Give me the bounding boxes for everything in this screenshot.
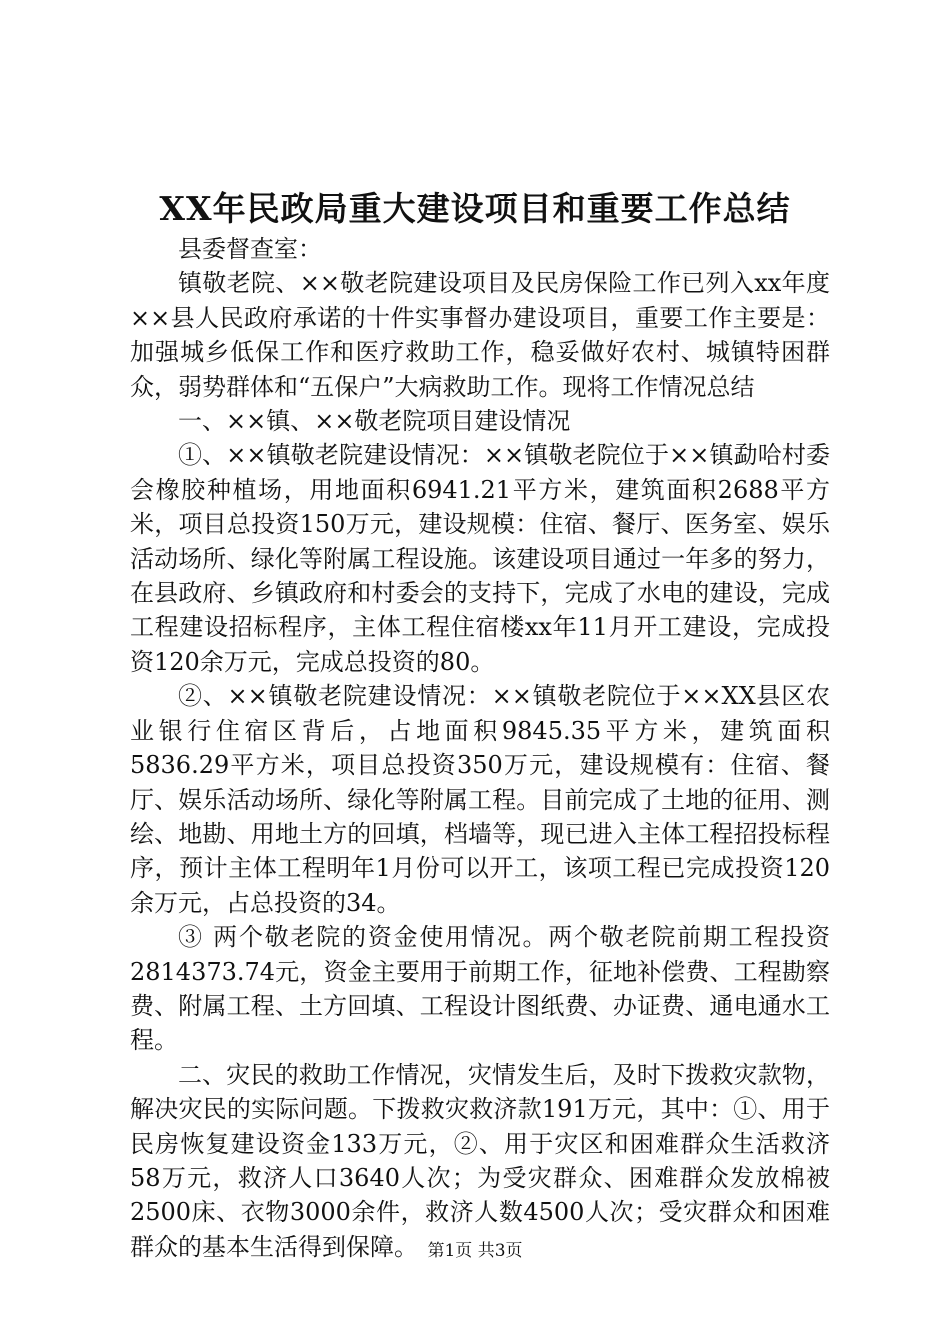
body-paragraph: ①、××镇敬老院建设情况：××镇敬老院位于××镇勐哈村委会橡胶种植场，用地面积6941.21平方米，建筑面积2688平方米，项目总投资150万元，建设规模：住宿、餐厅、医务室、娱乐活动场所、绿化等附属工程设施。该建设项目通过一年多的努力，在县政府、乡镇政府和村委会的支持下，完成了水电的建设，完成工程建设招标程序，主体工程住宿楼xx年11月开工建设，完成投资120余万元，完成总投资的80。 xyxy=(130,441,830,676)
body-paragraph: ②、××镇敬老院建设情况：××镇敬老院位于××XX县区农业银行住宿区背后，占地面积9845.35平方米，建筑面积5836.29平方米，项目总投资350万元，建设规模有：住宿、餐厅、娱乐活动场所、绿化等附属工程。目前完成了土地的征用、测绘、地勘、用地土方的回填，档墙等，现已进入主体工程招投标程序，预计主体工程明年1月份可以开工，该项工程已完成投资120余万元，占总投资的34。 xyxy=(130,682,830,917)
document-body xyxy=(130,232,830,1264)
intro-paragraph: 镇敬老院、××敬老院建设项目及民房保险工作已列入xx年度××县人民政府承诺的十件实事督办建设项目，重要工作主要是：加强城乡低保工作和医疗救助工作，稳妥做好农村、城镇特困群众，弱势群体和“五保户”大病救助工作。现将工作情况总结 xyxy=(130,269,830,401)
document-title: XX年民政局重大建设项目和重要工作总结 xyxy=(159,189,791,228)
section-paragraph-2: 二、灾民的救助工作情况，灾情发生后，及时下拨救灾款物，解决灾民的实际问题。下拨救灾救济款191万元，其中：①、用于民房恢复建设资金133万元，②、用于灾区和困难群众生活救济58万元，救济人口3640人次；为受灾群众、困难群众发放棉被2500床、衣物3000余件，救济人数4500人次；受灾群众和困难群众的基本生活得到保障。 xyxy=(130,1060,830,1261)
page-number-footer: 第1页 共3页 xyxy=(427,1241,523,1261)
addressee-line: 县委督查室： xyxy=(178,235,322,263)
section-heading-1: 一、××镇、××敬老院项目建设情况 xyxy=(178,407,571,436)
body-paragraph: ③ 两个敬老院的资金使用情况。两个敬老院前期工程投资2814373.74元，资金主要用于前期工作，征地补偿费、工程勘察费、附属工程、土方回填、工程设计图纸费、办证费、通电通水工程。 xyxy=(130,923,830,1055)
